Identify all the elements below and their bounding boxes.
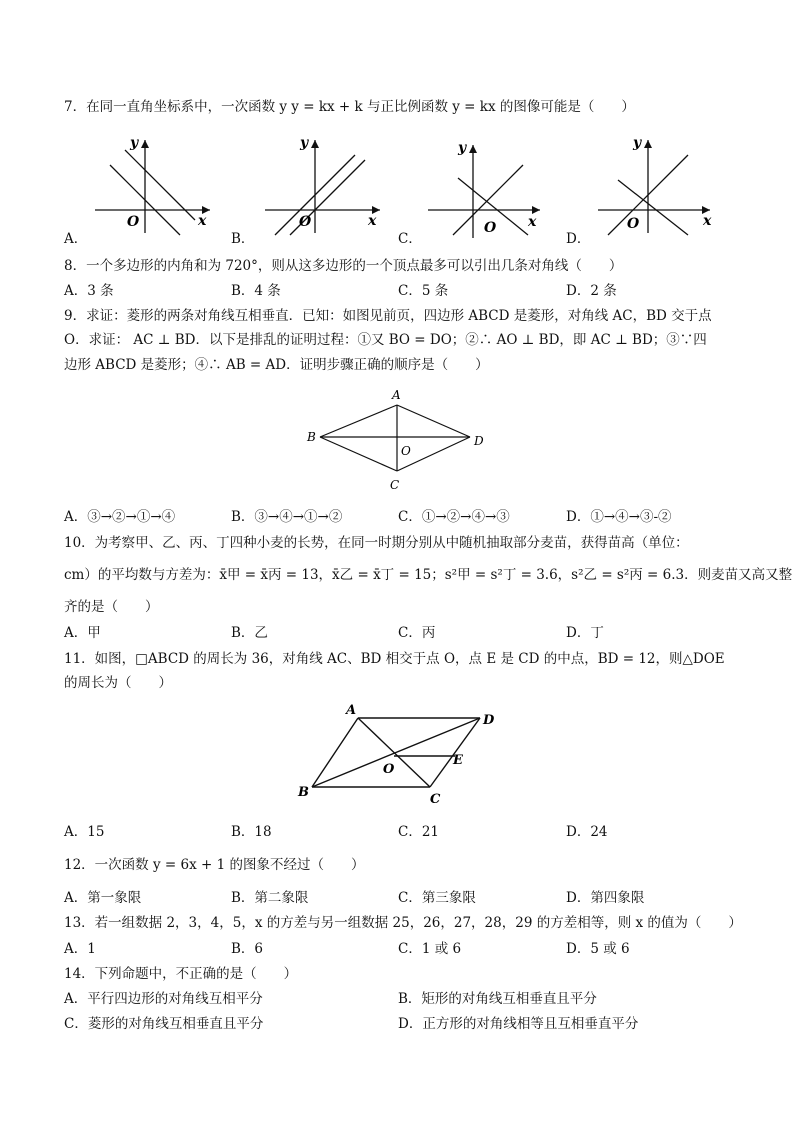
q7-a-y-label: y: [130, 135, 139, 151]
q11-option-d[interactable]: D．24: [566, 824, 608, 840]
q7-graph-c: [428, 140, 548, 240]
q9-label-a: A: [392, 388, 401, 402]
q10-stem-line3: 齐的是（ ）: [64, 599, 159, 615]
q7-option-b[interactable]: B．: [231, 231, 255, 247]
q12-stem: 12．一次函数 y = 6x + 1 的图象不经过（ ）: [64, 857, 365, 873]
q9-stem-line2: O．求证： AC ⊥ BD．以下是排乱的证明过程：①又 BO = DO；②∴ AO ⊥ BD，即 AC ⊥ BD；③∵四: [64, 332, 707, 348]
q8-option-d[interactable]: D．2 条: [566, 283, 617, 299]
q12-option-d[interactable]: D．第四象限: [566, 890, 645, 906]
q9-label-d: D: [474, 434, 484, 448]
q9-stem-line1: 9．求证：菱形的两条对角线互相垂直．已知：如图见前页，四边形 ABCD 是菱形，对角线 AC，BD 交于点: [64, 308, 712, 324]
q9-option-c[interactable]: C．①→②→④→③: [398, 509, 510, 525]
q13-option-d[interactable]: D．5 或 6: [566, 941, 630, 957]
q11-label-o: O: [383, 762, 395, 777]
q13-stem: 13．若一组数据 2，3，4，5，x 的方差与另一组数据 25，26，27，28，29 的方差相等，则 x 的值为（ ）: [64, 915, 742, 931]
q13-option-c[interactable]: C．1 或 6: [398, 941, 462, 957]
q11-label-a: A: [346, 703, 357, 718]
q10-option-d[interactable]: D．丁: [566, 625, 604, 641]
q8-option-a[interactable]: A．3 条: [64, 283, 114, 299]
q7-graph-d: [598, 135, 718, 235]
q7-a-o-label: O: [127, 214, 140, 230]
q7-d-o-label: O: [627, 216, 640, 232]
q9-label-o: O: [401, 444, 411, 458]
q9-option-a[interactable]: A．③→②→①→④: [64, 509, 176, 525]
q9-option-b[interactable]: B．③→④→①→②: [231, 509, 343, 525]
q8-option-c[interactable]: C．5 条: [398, 283, 449, 299]
q7-graph-b: [265, 135, 385, 235]
q12-option-a[interactable]: A．第一象限: [64, 890, 142, 906]
q7-option-a[interactable]: A．: [64, 231, 88, 247]
q9-label-c: C: [390, 478, 400, 492]
q9-stem-line3: 边形 ABCD 是菱形；④∴ AB = AD．证明步骤正确的顺序是（ ）: [64, 357, 489, 373]
q7-stem: 7．在同一直角坐标系中，一次函数 y y = kx + k 与正比例函数 y = kx 的图像可能是（ ）: [64, 99, 635, 115]
q11-label-d: D: [483, 713, 495, 728]
q7-option-d[interactable]: D．: [566, 231, 591, 247]
q13-option-a[interactable]: A．1: [64, 941, 96, 957]
q9-label-b: B: [307, 430, 316, 444]
q10-option-b[interactable]: B．乙: [231, 625, 268, 641]
q11-label-e: E: [453, 753, 463, 768]
q14-option-b[interactable]: B．矩形的对角线互相垂直且平分: [398, 991, 597, 1007]
q7-a-x-label: x: [198, 213, 207, 229]
q7-b-y-label: y: [300, 135, 309, 151]
q7-b-o-label: O: [299, 214, 312, 230]
q12-option-c[interactable]: C．第三象限: [398, 890, 476, 906]
q13-option-b[interactable]: B．6: [231, 941, 264, 957]
q7-c-y-label: y: [458, 140, 467, 156]
q7-c-o-label: O: [484, 220, 497, 236]
q12-option-b[interactable]: B．第二象限: [231, 890, 309, 906]
q9-rhombus-figure: [300, 385, 500, 495]
q11-stem-line2: 的周长为（ ）: [64, 675, 172, 691]
q10-stem-line2: cm）的平均数与方差为：x̄甲 = x̄丙 = 13，x̄乙 = x̄丁 = 15；s²甲 = s²丁 = 3.6，s²乙 = s²丙 = 6.3．则麦苗又高又整: [64, 567, 793, 583]
q14-option-a[interactable]: A．平行四边形的对角线互相平分: [64, 991, 263, 1007]
q7-b-x-label: x: [368, 213, 377, 229]
q11-stem-line1: 11．如图，□ABCD 的周长为 36，对角线 AC、BD 相交于点 O，点 E 是 CD 的中点，BD = 12，则△DOE: [64, 651, 725, 667]
q7-d-y-label: y: [633, 135, 642, 151]
q10-stem-line1: 10．为考察甲、乙、丙、丁四种小麦的长势，在同一时期分别从中随机抽取部分麦苗，获得苗高（单位：: [64, 535, 689, 551]
q10-option-c[interactable]: C．丙: [398, 625, 436, 641]
q11-option-a[interactable]: A．15: [64, 824, 105, 840]
q7-c-x-label: x: [528, 214, 537, 230]
q7-graph-a: [95, 135, 215, 235]
q7-option-c[interactable]: C．: [398, 231, 422, 247]
q9-option-d[interactable]: D．①→④→③-②: [566, 509, 672, 525]
q11-label-b: B: [298, 785, 309, 800]
q8-stem: 8．一个多边形的内角和为 720°，则从这多边形的一个顶点最多可以引出几条对角线（ ）: [64, 258, 623, 274]
q10-option-a[interactable]: A．甲: [64, 625, 101, 641]
q11-parallelogram-figure: [290, 700, 510, 810]
q7-d-x-label: x: [703, 213, 712, 229]
q11-option-b[interactable]: B．18: [231, 824, 272, 840]
q11-label-c: C: [430, 792, 441, 807]
q14-stem: 14．下列命题中，不正确的是（ ）: [64, 966, 298, 982]
q11-option-c[interactable]: C．21: [398, 824, 440, 840]
q14-option-d[interactable]: D．正方形的对角线相等且互相垂直平分: [398, 1016, 639, 1032]
q14-option-c[interactable]: C．菱形的对角线互相垂直且平分: [64, 1016, 264, 1032]
q8-option-b[interactable]: B．4 条: [231, 283, 281, 299]
